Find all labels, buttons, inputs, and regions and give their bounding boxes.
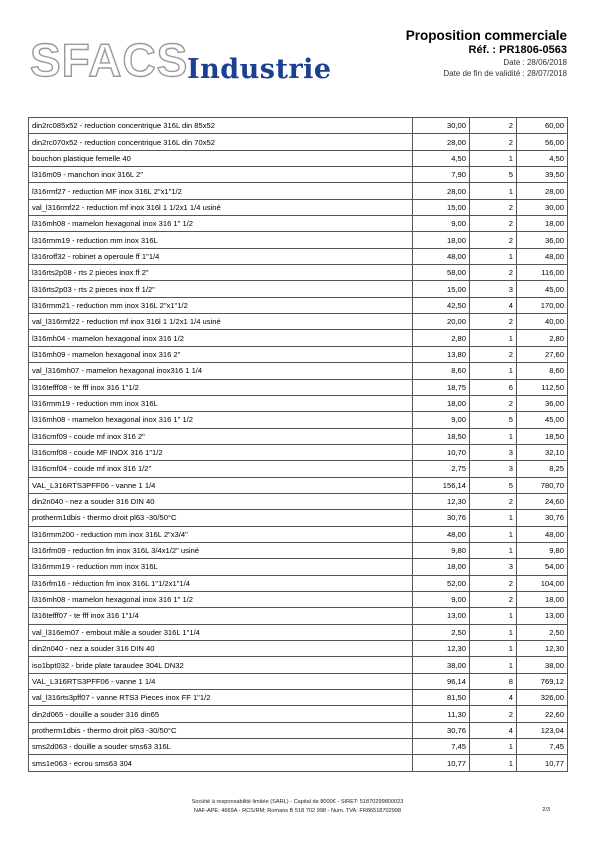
table-row: [29, 395, 568, 411]
line-description: val_l316rmf22 - reduction mf inox 316l 1 1/2x1 1/4 usiné: [29, 199, 413, 215]
quantity: 2: [470, 346, 517, 362]
line-description: l316tefff07 - te fff inox 316 1"1/4: [29, 608, 413, 624]
table-row: [29, 690, 568, 706]
quantity: 3: [470, 461, 517, 477]
table-row: [29, 461, 568, 477]
quantity: 2: [470, 395, 517, 411]
sfacs-logo-mark: [30, 34, 190, 86]
line-description: val_l316em07 - embout mâle a souder 316L 1"1/4: [29, 624, 413, 640]
line-total: 2,80: [517, 330, 568, 346]
quantity: 2: [470, 199, 517, 215]
line-total: 30,76: [517, 510, 568, 526]
table-row: [29, 739, 568, 755]
line-total: 10,77: [517, 755, 568, 771]
line-total: 22,60: [517, 706, 568, 722]
line-description: l316mh08 - mamelon hexagonal inox 316 1" 1/2: [29, 412, 413, 428]
document-header: [406, 28, 567, 79]
table-row: [29, 477, 568, 493]
table-row: [29, 510, 568, 526]
line-description: l316rmm19 - reduction mm inox 316L: [29, 232, 413, 248]
unit-price: 13,80: [413, 346, 470, 362]
unit-price: 9,00: [413, 412, 470, 428]
document-title: Proposition commerciale: [405, 28, 567, 43]
unit-price: 48,00: [413, 248, 470, 264]
unit-price: 18,00: [413, 559, 470, 575]
quantity: 1: [470, 248, 517, 264]
line-total: 40,00: [517, 314, 568, 330]
unit-price: 28,00: [413, 134, 470, 150]
line-description: l316mh09 - mamelon hexagonal inox 316 2": [29, 346, 413, 362]
quantity: 5: [470, 167, 517, 183]
table-row: [29, 346, 568, 362]
table-row: [29, 608, 568, 624]
line-total: 9,80: [517, 542, 568, 558]
line-total: 18,50: [517, 428, 568, 444]
line-total: 45,00: [517, 412, 568, 428]
line-total: 8,60: [517, 363, 568, 379]
line-total: 123,04: [517, 722, 568, 738]
line-description: sms1e063 - ecrou sms63 304: [29, 755, 413, 771]
quantity: 2: [470, 134, 517, 150]
table-row: [29, 265, 568, 281]
quantity: 5: [470, 412, 517, 428]
unit-price: 2,80: [413, 330, 470, 346]
table-row: [29, 167, 568, 183]
line-total: 112,50: [517, 379, 568, 395]
line-description: VAL_L316RTS3PFF06 - vanne 1 1/4: [29, 477, 413, 493]
line-description: l316mh04 - mamelon hexagonal inox 316 1/2: [29, 330, 413, 346]
quote-lines-table: [28, 117, 568, 772]
line-total: 8,25: [517, 461, 568, 477]
line-description: din2rc070x52 - reduction concentrique 316L din 70x52: [29, 134, 413, 150]
unit-price: 11,30: [413, 706, 470, 722]
line-description: l316rmm200 - reduction mm inox 316L 2"x3/4": [29, 526, 413, 542]
unit-price: 10,77: [413, 755, 470, 771]
quantity: 8: [470, 673, 517, 689]
line-total: 104,00: [517, 575, 568, 591]
quantity: 1: [470, 183, 517, 199]
quantity: 3: [470, 281, 517, 297]
table-row: [29, 657, 568, 673]
quantity: 2: [470, 216, 517, 232]
document-date: Date : 28/06/2018: [503, 58, 567, 67]
quantity: 4: [470, 297, 517, 313]
line-description: l316cmf08 - coude MF INOX 316 1"1/2: [29, 444, 413, 460]
table-row: [29, 134, 568, 150]
line-description: din2n040 - nez a souder 316 DIN 40: [29, 493, 413, 509]
line-total: 38,00: [517, 657, 568, 673]
line-description: l316cmf04 - coude mf inox 316 1/2": [29, 461, 413, 477]
unit-price: 48,00: [413, 526, 470, 542]
line-description: protherm1dbis - thermo droit pl63 -30/50°C: [29, 722, 413, 738]
line-total: 116,00: [517, 265, 568, 281]
line-total: 7,45: [517, 739, 568, 755]
line-description: din2rc085x52 - reduction concentrique 316L din 85x52: [29, 118, 413, 134]
line-total: 60,00: [517, 118, 568, 134]
quantity: 3: [470, 444, 517, 460]
line-description: l316rfm16 - réduction fm inox 316L 1"1/2x1"1/4: [29, 575, 413, 591]
unit-price: 9,00: [413, 591, 470, 607]
line-description: l316rmm19 - reduction mm inox 316L: [29, 395, 413, 411]
unit-price: 18,75: [413, 379, 470, 395]
line-description: l316m09 - manchon inox 316L 2": [29, 167, 413, 183]
unit-price: 12,30: [413, 641, 470, 657]
line-description: l316rfm09 - reduction fm inox 316L 3/4x1/2" usiné: [29, 542, 413, 558]
unit-price: 96,14: [413, 673, 470, 689]
table-row: [29, 559, 568, 575]
table-row: [29, 575, 568, 591]
line-description: VAL_L316RTS3PFF06 - vanne 1 1/4: [29, 673, 413, 689]
unit-price: 7,45: [413, 739, 470, 755]
document-reference: Réf. : PR1806-0563: [468, 44, 567, 56]
line-total: 28,00: [517, 183, 568, 199]
unit-price: 15,00: [413, 199, 470, 215]
table-row: [29, 199, 568, 215]
quantity: 1: [470, 739, 517, 755]
unit-price: 30,00: [413, 118, 470, 134]
quantity: 4: [470, 722, 517, 738]
line-total: 48,00: [517, 248, 568, 264]
table-row: [29, 755, 568, 771]
unit-price: 30,76: [413, 722, 470, 738]
line-total: 32,10: [517, 444, 568, 460]
table-row: [29, 216, 568, 232]
table-row: [29, 542, 568, 558]
line-description: l316mh08 - mamelon hexagonal inox 316 1" 1/2: [29, 216, 413, 232]
quantity: 2: [470, 706, 517, 722]
quantity: 1: [470, 510, 517, 526]
unit-price: 30,76: [413, 510, 470, 526]
table-row: [29, 591, 568, 607]
unit-price: 18,00: [413, 232, 470, 248]
quantity: 1: [470, 526, 517, 542]
table-row: [29, 118, 568, 134]
unit-price: 8,60: [413, 363, 470, 379]
line-description: l316rmf27 - reduction MF inox 316L 2"x1"1/2: [29, 183, 413, 199]
line-description: l316tefff08 - te fff inox 316 1"1/2: [29, 379, 413, 395]
table-row: [29, 363, 568, 379]
line-total: 769,12: [517, 673, 568, 689]
table-row: [29, 232, 568, 248]
unit-price: 42,50: [413, 297, 470, 313]
table-row: [29, 248, 568, 264]
table-row: [29, 722, 568, 738]
company-logo: [30, 34, 332, 86]
line-total: 4,50: [517, 150, 568, 166]
line-description: din2n040 - nez a souder 316 DIN 40: [29, 641, 413, 657]
table-row: [29, 624, 568, 640]
line-description: din2d065 - douille a souder 316 din65: [29, 706, 413, 722]
table-row: [29, 330, 568, 346]
line-description: l316rmm19 - reduction mm inox 316L: [29, 559, 413, 575]
table-row: [29, 673, 568, 689]
quantity: 1: [470, 363, 517, 379]
line-total: 326,00: [517, 690, 568, 706]
line-total: 30,00: [517, 199, 568, 215]
line-total: 13,00: [517, 608, 568, 624]
unit-price: 10,70: [413, 444, 470, 460]
quantity: 1: [470, 608, 517, 624]
quantity: 1: [470, 330, 517, 346]
unit-price: 58,00: [413, 265, 470, 281]
line-description: l316rts2p03 - rts 2 pieces inox ff 1/2": [29, 281, 413, 297]
quantity: 6: [470, 379, 517, 395]
unit-price: 28,00: [413, 183, 470, 199]
line-total: 54,00: [517, 559, 568, 575]
industrie-logo-text: Industrie: [187, 54, 332, 85]
line-total: 45,00: [517, 281, 568, 297]
table-row: [29, 444, 568, 460]
quantity: 2: [470, 265, 517, 281]
line-description: val_l316rmf22 - reduction mf inox 316l 1 1/2x1 1/4 usiné: [29, 314, 413, 330]
quantity: 5: [470, 477, 517, 493]
unit-price: 18,50: [413, 428, 470, 444]
line-description: l316cmf09 - coude mf inox 316 2": [29, 428, 413, 444]
table-row: [29, 493, 568, 509]
quantity: 1: [470, 428, 517, 444]
line-description: l316rts2p08 - rts 2 pieces inox ff 2": [29, 265, 413, 281]
footer-line-2: NAF-APE: 4669A - RCS/RM: Romans B 518 702 998 - Num. TVA: FR86518702998: [193, 808, 402, 814]
table-row: [29, 641, 568, 657]
unit-price: 2,75: [413, 461, 470, 477]
unit-price: 12,30: [413, 493, 470, 509]
quantity: 3: [470, 559, 517, 575]
table-row: [29, 379, 568, 395]
quantity: 1: [470, 624, 517, 640]
legal-footer: [0, 798, 595, 816]
unit-price: 2,50: [413, 624, 470, 640]
line-total: 18,00: [517, 216, 568, 232]
unit-price: 52,00: [413, 575, 470, 591]
line-description: val_l316mh07 - mamelon hexagonal inox316 1 1/4: [29, 363, 413, 379]
quantity: 2: [470, 591, 517, 607]
table-row: [29, 706, 568, 722]
footer-line-1: Société à responsabilité limitée (SARL) - Capital de 8000€ - SIRET: 51870299800023: [191, 799, 404, 805]
quantity: 2: [470, 314, 517, 330]
unit-price: 156,14: [413, 477, 470, 493]
line-total: 12,30: [517, 641, 568, 657]
line-total: 24,60: [517, 493, 568, 509]
quote-lines-body: [29, 118, 568, 772]
line-description: protherm1dbis - thermo droit pl63 -30/50°C: [29, 510, 413, 526]
line-total: 2,50: [517, 624, 568, 640]
table-row: [29, 428, 568, 444]
line-total: 56,00: [517, 134, 568, 150]
line-total: 36,00: [517, 232, 568, 248]
unit-price: 81,50: [413, 690, 470, 706]
table-row: [29, 297, 568, 313]
quantity: 4: [470, 690, 517, 706]
sfacs-logo-text: SFACS: [30, 34, 189, 86]
unit-price: 9,00: [413, 216, 470, 232]
quantity: 1: [470, 641, 517, 657]
quantity: 1: [470, 150, 517, 166]
line-total: 27,60: [517, 346, 568, 362]
quantity: 1: [470, 755, 517, 771]
line-description: iso1bpt032 - bride plate taraudee 304L DN32: [29, 657, 413, 673]
quantity: 2: [470, 232, 517, 248]
line-description: bouchon plastique femelle 40: [29, 150, 413, 166]
unit-price: 4,50: [413, 150, 470, 166]
line-total: 39,50: [517, 167, 568, 183]
quantity: 2: [470, 493, 517, 509]
page-number: 2/3: [542, 807, 550, 813]
table-row: [29, 183, 568, 199]
quantity: 1: [470, 542, 517, 558]
quantity: 2: [470, 118, 517, 134]
unit-price: 38,00: [413, 657, 470, 673]
quantity: 1: [470, 657, 517, 673]
quantity: 2: [470, 575, 517, 591]
table-row: [29, 526, 568, 542]
line-description: val_l316rts3pff07 - vanne RTS3 Pieces inox FF 1"1/2: [29, 690, 413, 706]
line-total: 780,70: [517, 477, 568, 493]
line-description: l316roff32 - robinet a operoule ff 1"1/4: [29, 248, 413, 264]
table-row: [29, 314, 568, 330]
table-row: [29, 412, 568, 428]
line-total: 36,00: [517, 395, 568, 411]
table-row: [29, 281, 568, 297]
line-total: 18,00: [517, 591, 568, 607]
unit-price: 18,00: [413, 395, 470, 411]
validity-date: Date de fin de validité : 28/07/2018: [443, 69, 567, 78]
line-description: l316rmm21 - reduction mm inox 316L 2"x1"1/2: [29, 297, 413, 313]
unit-price: 20,00: [413, 314, 470, 330]
line-total: 48,00: [517, 526, 568, 542]
line-description: sms2d063 - douille a souder sms63 316L: [29, 739, 413, 755]
unit-price: 15,00: [413, 281, 470, 297]
line-description: l316mh08 - mamelon hexagonal inox 316 1" 1/2: [29, 591, 413, 607]
table-row: [29, 150, 568, 166]
line-total: 170,00: [517, 297, 568, 313]
unit-price: 13,00: [413, 608, 470, 624]
unit-price: 9,80: [413, 542, 470, 558]
unit-price: 7,90: [413, 167, 470, 183]
